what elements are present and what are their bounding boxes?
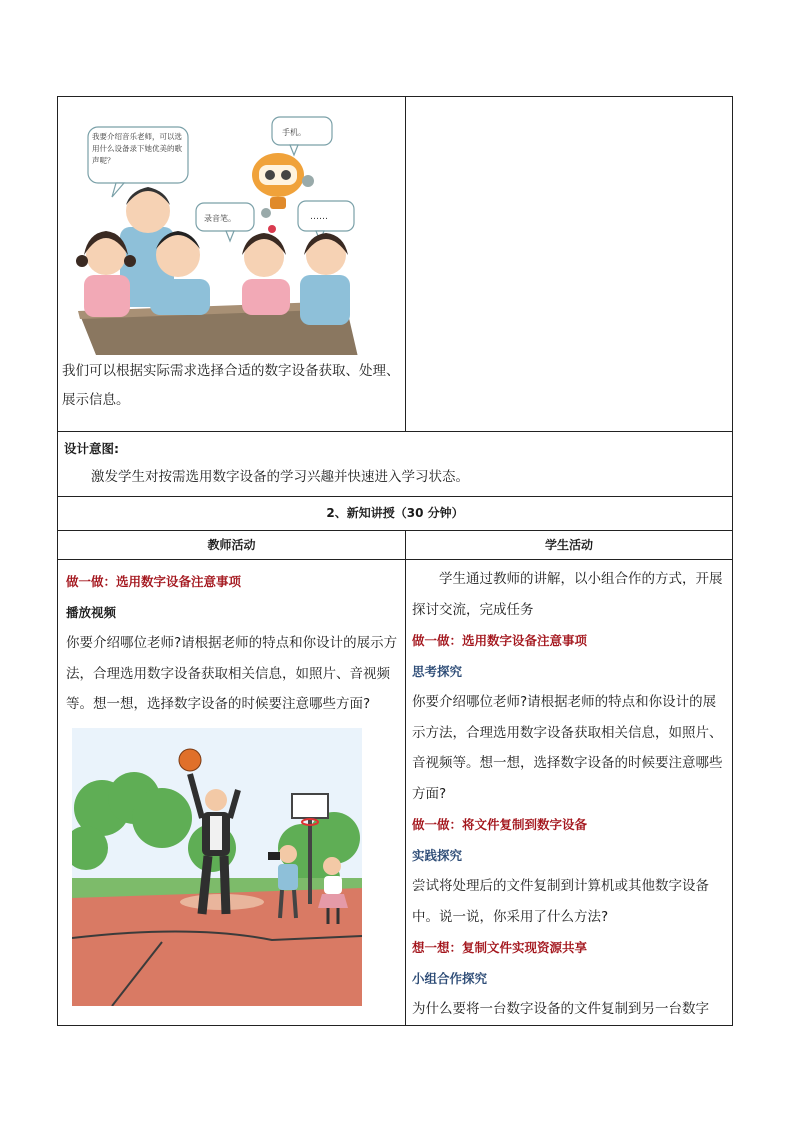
student-activity-header: 学生活动 [406,531,733,560]
teacher-activity-header: 教师活动 [58,531,406,560]
student-heading-group: 小组合作探究 [412,971,488,986]
section-title: 2、新知讲授（30 分钟） [58,497,733,531]
bubble-student-text: 我要介绍音乐老师，可以选用什么设备录下她优美的歌声呢？ [92,132,182,165]
intro-right-cell [406,97,733,432]
design-cell [58,432,733,497]
intro-caption: 我们可以根据实际需求选择合适的数字设备获取、处理、展示信息。 [62,363,400,408]
basketball [179,749,201,771]
bubble-girl-text: …… [310,212,328,222]
basketball-court-illustration [72,728,362,1006]
girl-right-figure [242,225,290,315]
student-heading-share: 想一想：复制文件实现资源共享 [412,940,588,955]
speech-bubble-robot [272,117,332,155]
lesson-plan [57,96,732,1026]
design-text: 激发学生对按需选用数字设备的学习兴趣并快速进入学习状态。 [91,469,469,485]
intro-cell [58,97,406,432]
speech-bubble-student [88,127,188,197]
teacher-heading-try: 做一做：选用数字设备注意事项 [66,574,242,589]
teacher-activity-cell [58,560,406,1026]
girl-far-right-figure [300,233,350,325]
classroom-discussion-illustration [76,115,376,355]
teacher-paragraph: 你要介绍哪位老师?请根据老师的特点和你设计的展示方法，合理选用数字设备获取相关信息，如照片、音视频等。想一想，选择数字设备的时候要注意哪些方面? [66,635,398,712]
bubble-robot-text: 手机。 [282,128,306,137]
bubble-boy-text: 录音笔。 [204,214,236,223]
teacher-heading-video: 播放视频 [66,605,117,620]
lesson-table [57,96,733,1026]
student-heading-practice: 实践探究 [412,848,463,863]
student-heading-think: 思考探究 [412,664,463,679]
student-paragraph-1: 你要介绍哪位老师?请根据老师的特点和你设计的展示方法，合理选用数字设备获取相关信息，如照片、音视频等。想一想，选择数字设备的时候要注意哪些方面? [412,694,723,802]
student-paragraph-3: 为什么要将一台数字设备的文件复制到另一台数字 [412,1001,709,1017]
design-label: 设计意图: [64,441,119,456]
student-paragraph-2: 尝试将处理后的文件复制到计算机或其他数字设备中。说一说，你采用了什么方法? [412,878,709,925]
student-heading-try-copy: 做一做：将文件复制到数字设备 [412,817,588,832]
student-activity-cell [406,560,733,1026]
student-intro: 学生通过教师的讲解，以小组合作的方式，开展探讨交流，完成任务 [412,571,723,618]
student-heading-try-select: 做一做：选用数字设备注意事项 [412,633,588,648]
speech-bubble-boy [196,203,254,241]
